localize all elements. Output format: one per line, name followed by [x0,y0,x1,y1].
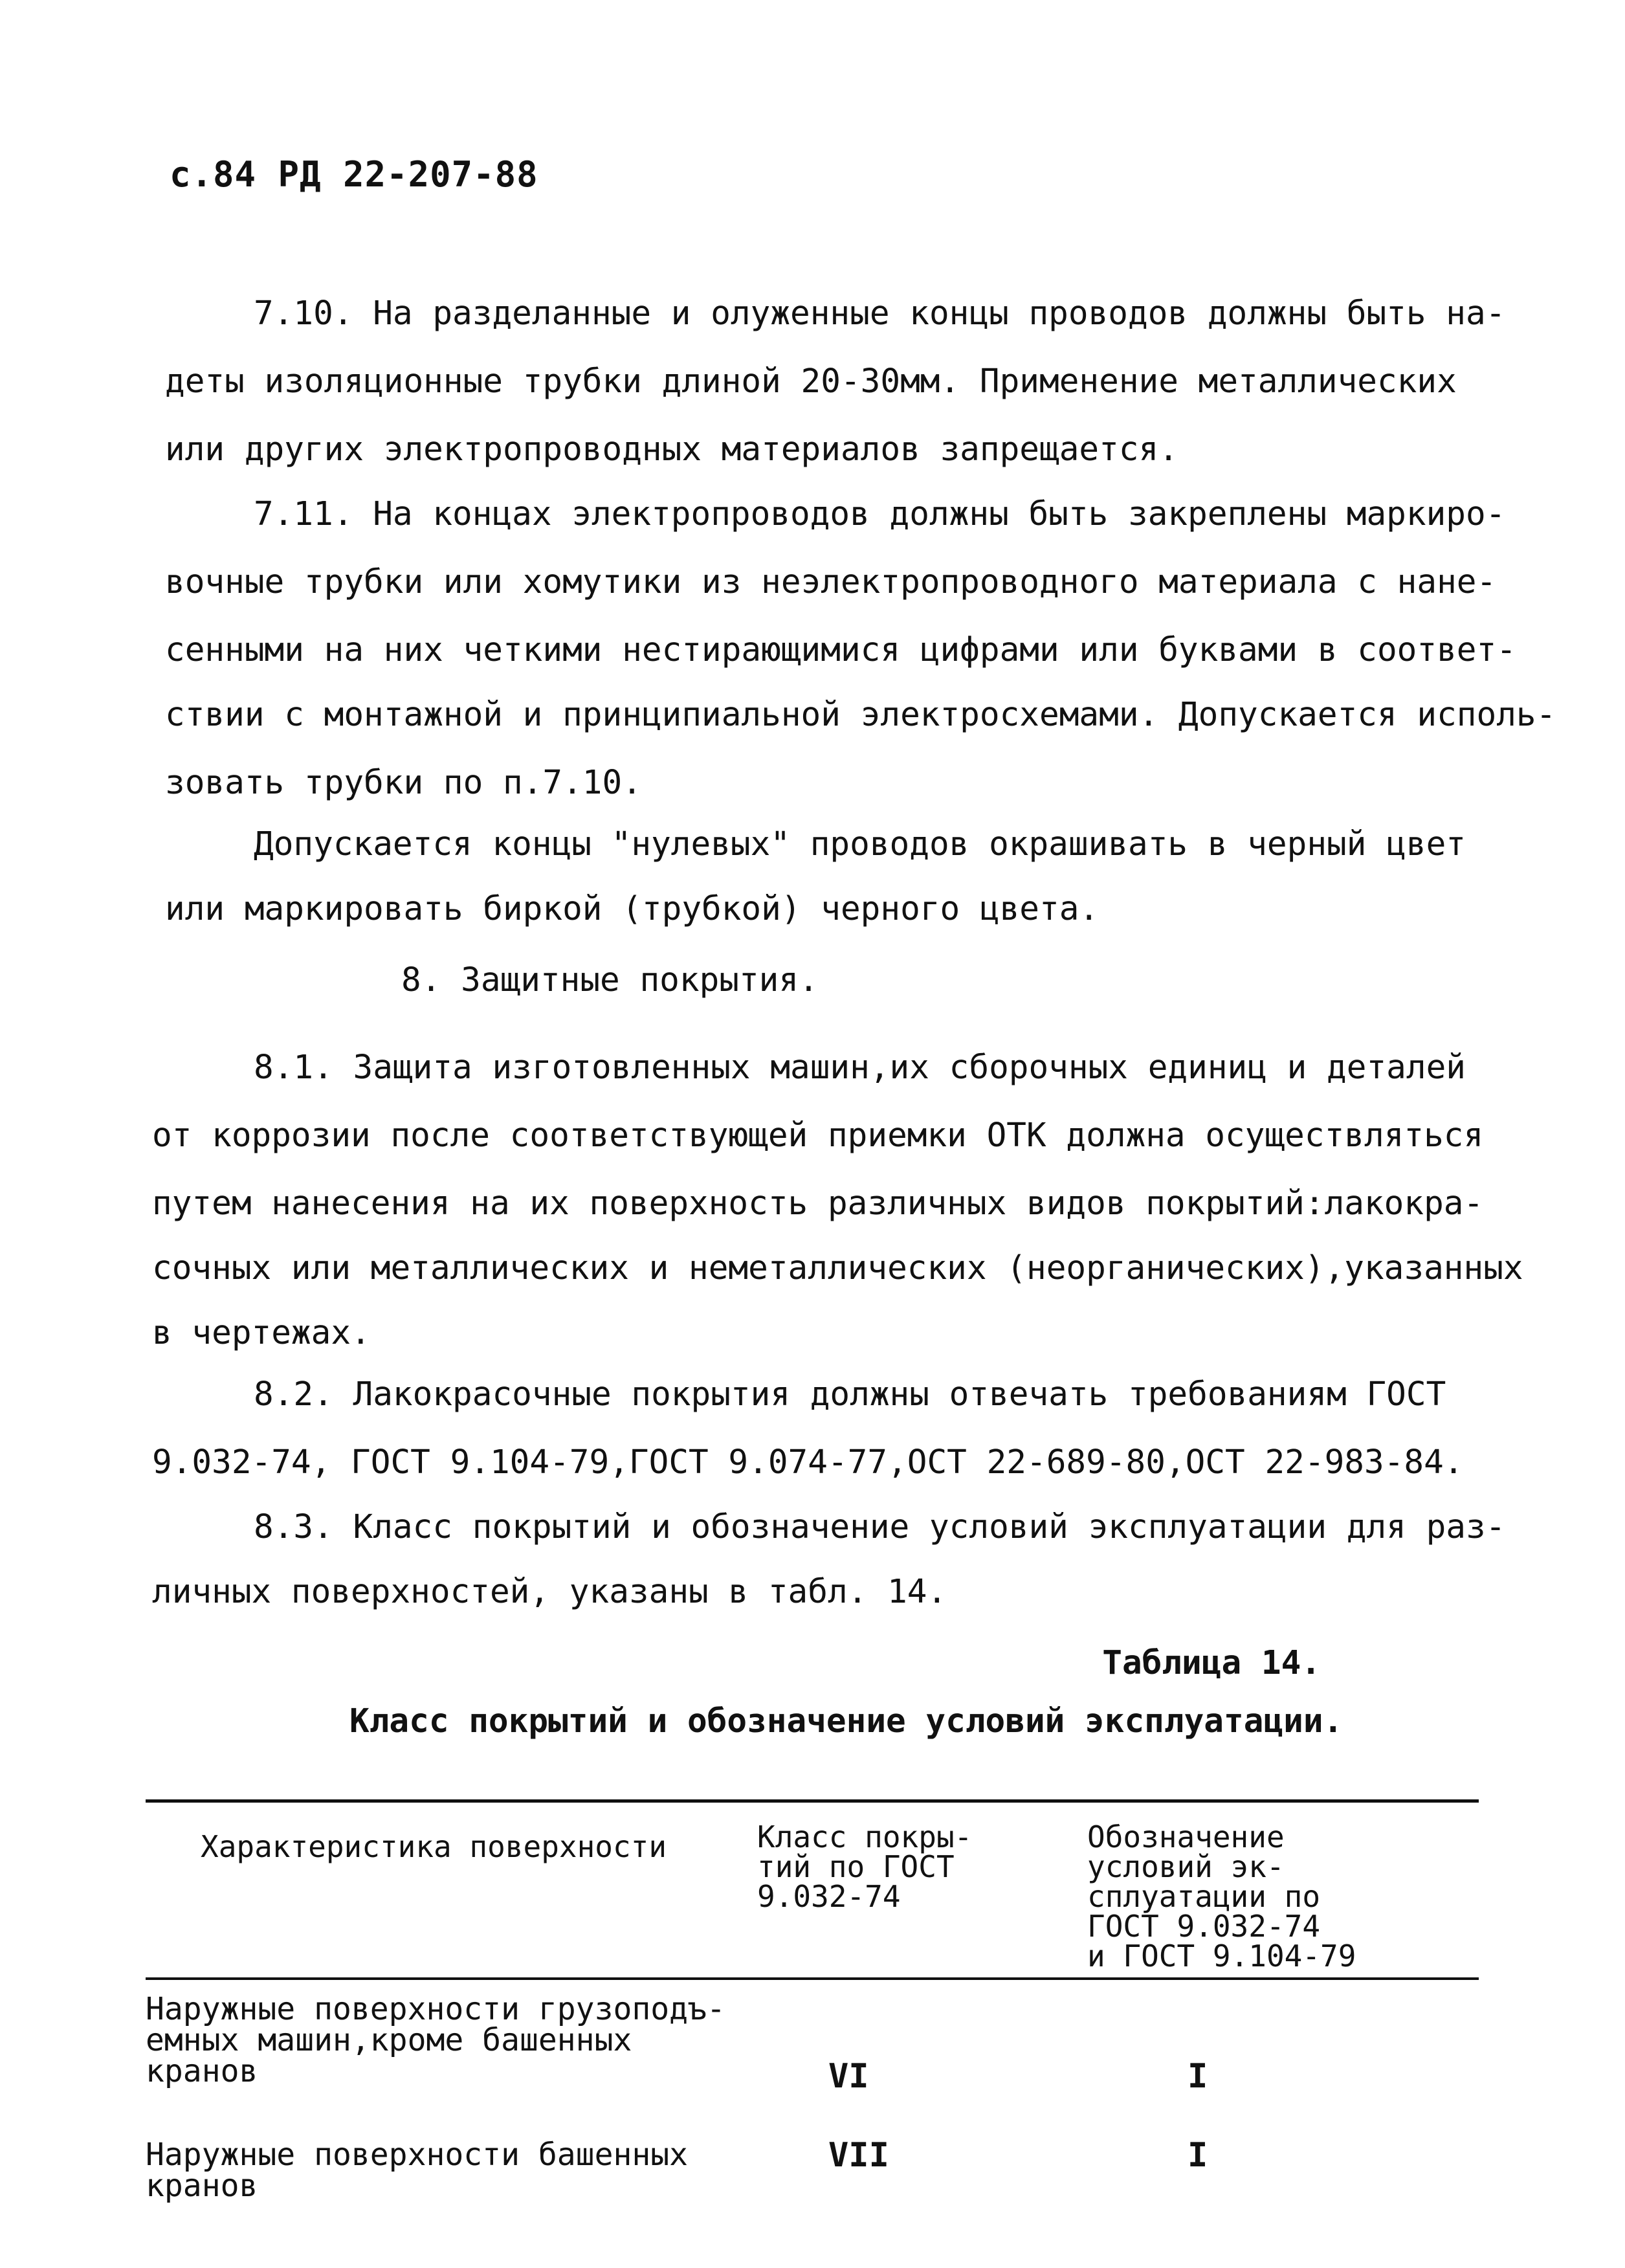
paragraph-line: 9.032-74, ГОСТ 9.104-79,ГОСТ 9.074-77,ОСТ 22-689-80,ОСТ 22-983-84. [152,1443,1464,1482]
table-row-condition: I [1188,2057,1208,2096]
paragraph-line: зовать трубки по п.7.10. [165,764,642,802]
table-header-rule [146,1977,1479,1980]
paragraph-line: сочных или металлических и неметаллических (неорганических),указанных [152,1249,1523,1287]
paragraph-line: вочные трубки или хомутики из неэлектропроводного материала с нане- [165,563,1497,601]
paragraph-line: 8.2. Лакокрасочные покрытия должны отвечать требованиям ГОСТ [254,1375,1446,1414]
table-header-surface: Характеристика поверхности [201,1829,667,1864]
section-title: 8. Защитные покрытия. [401,961,819,999]
paragraph-line: 7.10. На разделанные и олуженные концы проводов должны быть на- [254,295,1506,333]
table-title: Класс покрытий и обозначение условий эксплуатации. [349,1702,1343,1740]
paragraph-line: Допускается концы "нулевых" проводов окрашивать в черный цвет [254,825,1466,863]
paragraph-line: деты изоляционные трубки длиной 20-30мм. Применение металлических [165,362,1457,401]
paragraph-line: или других электропроводных материалов запрещается. [165,430,1178,469]
table-row-surface: Наружные поверхности грузоподъ- емных машин,кроме башенных кранов [146,1991,725,2089]
table-header-condition: Обозначение условий эк- сплуатации по ГОСТ 9.032-74 и ГОСТ 9.104-79 [1087,1819,1356,1973]
paragraph-line: 8.1. Защита изготовленных машин,их сборочных единиц и деталей [254,1049,1466,1087]
table-row-condition: I [1188,2136,1208,2175]
table-row-class: VII [828,2136,889,2175]
paragraph-line: личных поверхностей, указаны в табл. 14. [152,1573,947,1611]
paragraph-line: 7.11. На концах электропроводов должны быть закреплены маркиро- [254,495,1506,533]
table-top-rule [146,1799,1479,1803]
paragraph-line: 8.3. Класс покрытий и обозначение условий эксплуатации для раз- [254,1508,1506,1546]
table-row-class: VI [828,2057,869,2096]
paragraph-line: или маркировать биркой (трубкой) черного цвета. [165,890,1100,928]
page-header: с.84 РД 22-207-88 [170,154,538,195]
paragraph-line: ствии с монтажной и принципиальной электросхемами. Допускается исполь- [165,696,1556,734]
table-caption: Таблица 14. [1102,1644,1321,1682]
paragraph-line: сенными на них четкими нестирающимися цифрами или буквами в соответ- [165,631,1516,669]
paragraph-line: от коррозии после соответствующей приемки ОТК должна осуществляться [152,1117,1484,1155]
table-header-class: Класс покры- тий по ГОСТ 9.032-74 [757,1819,973,1914]
paragraph-line: в чертежах. [152,1314,371,1352]
table-row-surface: Наружные поверхности башенных кранов [146,2137,689,2204]
paragraph-line: путем нанесения на их поверхность различных видов покрытий:лакокра- [152,1184,1484,1223]
